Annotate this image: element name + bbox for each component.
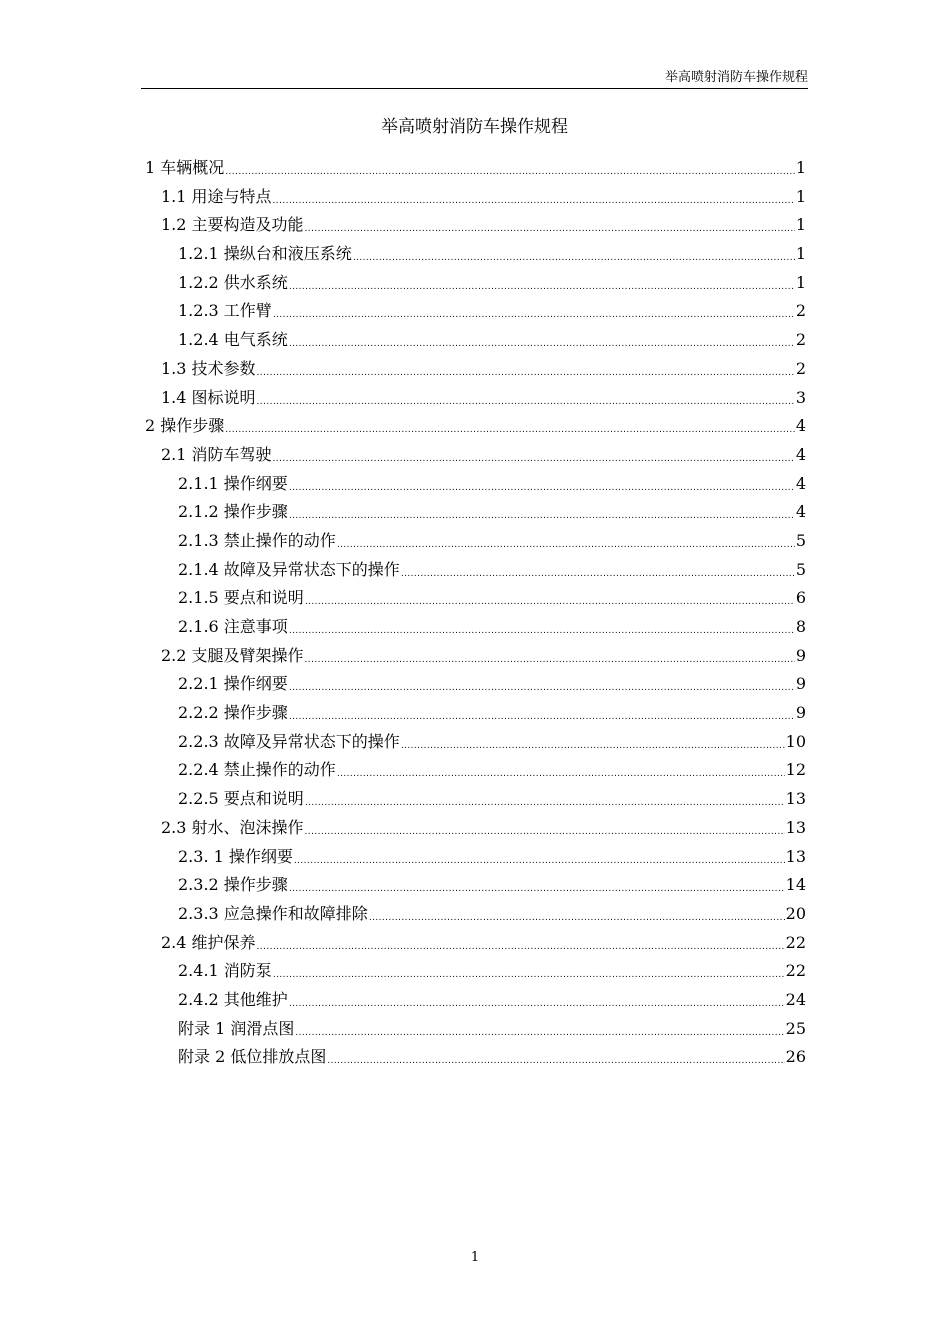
toc-entry-page: 6 xyxy=(795,588,806,608)
toc-entry-title: 2.2.4 禁止操作的动作 xyxy=(178,760,336,780)
toc-entry[interactable] xyxy=(141,989,806,1018)
toc-dot-leader xyxy=(369,904,785,926)
toc-entry-title: 附录 1 润滑点图 xyxy=(178,1018,295,1038)
toc-entry-title: 2.1.2 操作步骤 xyxy=(178,502,288,522)
toc-entry-title: 1.2.2 供水系统 xyxy=(178,272,288,292)
toc-dot-leader xyxy=(273,961,785,983)
toc-dot-leader xyxy=(289,330,795,352)
toc-entry-page: 10 xyxy=(785,731,806,751)
toc-dot-leader xyxy=(305,818,785,840)
toc-entry[interactable] xyxy=(141,673,806,702)
toc-dot-leader xyxy=(295,1019,784,1041)
toc-dot-leader xyxy=(273,301,795,323)
toc-entry-title: 2.4.1 消防泵 xyxy=(178,961,272,981)
toc-dot-leader xyxy=(289,617,795,639)
toc-entry-title: 1.1 用途与特点 xyxy=(161,186,272,206)
toc-entry-page: 1 xyxy=(795,215,806,235)
toc-entry[interactable] xyxy=(141,559,806,588)
toc-entry-title: 2.1.6 注意事项 xyxy=(178,617,288,636)
toc-entry[interactable] xyxy=(141,960,806,989)
header-title: 举高喷射消防车操作规程 xyxy=(664,70,808,85)
toc-dot-leader xyxy=(337,760,785,782)
toc-dot-leader xyxy=(273,187,795,209)
toc-entry-page: 9 xyxy=(795,645,806,665)
toc-dot-leader xyxy=(273,445,795,467)
toc-entry-title: 1.2.1 操纵台和液压系统 xyxy=(178,244,352,264)
page-number: 1 xyxy=(470,1250,480,1265)
toc-entry[interactable] xyxy=(141,874,806,903)
toc-entry-page: 3 xyxy=(795,387,806,407)
toc-entry[interactable] xyxy=(141,1046,806,1075)
toc-dot-leader xyxy=(289,703,795,725)
toc-entry-title: 附录 2 低位排放点图 xyxy=(178,1047,327,1067)
toc-dot-leader xyxy=(305,789,785,811)
toc-entry-title: 2.1.1 操作纲要 xyxy=(178,473,288,493)
toc-entry[interactable] xyxy=(141,415,806,444)
toc-dot-leader xyxy=(289,502,795,524)
toc-entry-title: 2.3.3 应急操作和故障排除 xyxy=(178,903,368,923)
toc-entry-title: 2.1.3 禁止操作的动作 xyxy=(178,530,336,550)
toc-entry-title: 1.4 图标说明 xyxy=(161,387,256,407)
toc-entry-title: 2.2.1 操作纲要 xyxy=(178,674,288,694)
toc-entry-page: 25 xyxy=(785,1018,806,1038)
toc-entry[interactable] xyxy=(141,272,806,301)
toc-entry-page: 4 xyxy=(795,416,806,436)
toc-entry[interactable] xyxy=(141,759,806,788)
toc-entry[interactable] xyxy=(141,530,806,559)
toc-entry-page: 9 xyxy=(795,703,806,723)
toc-dot-leader xyxy=(289,273,795,295)
toc-dot-leader xyxy=(225,416,795,438)
toc-dot-leader xyxy=(353,244,795,266)
page-header xyxy=(141,70,808,89)
toc-entry-page: 22 xyxy=(785,961,806,981)
toc-entry-title: 2.2.2 操作步骤 xyxy=(178,703,288,723)
toc-dot-leader xyxy=(257,388,795,410)
toc-entry-title: 2 操作步骤 xyxy=(145,416,225,436)
toc-entry[interactable] xyxy=(141,444,806,473)
toc-entry[interactable] xyxy=(141,329,806,358)
toc-entry[interactable] xyxy=(141,731,806,760)
toc-dot-leader xyxy=(289,990,785,1012)
toc-entry[interactable] xyxy=(141,817,806,846)
toc-dot-leader xyxy=(305,588,795,610)
toc-entry-title: 2.2.3 故障及异常状态下的操作 xyxy=(178,731,400,751)
toc-entry[interactable] xyxy=(141,645,806,674)
toc-entry-page: 9 xyxy=(795,674,806,694)
toc-entry-page: 20 xyxy=(785,903,806,923)
toc-dot-leader xyxy=(257,933,785,955)
toc-entry[interactable] xyxy=(141,214,806,243)
toc-entry-page: 1 xyxy=(795,272,806,292)
table-of-contents xyxy=(141,157,806,1075)
toc-entry-title: 2.1.4 故障及异常状态下的操作 xyxy=(178,559,400,579)
toc-entry-title: 2.3. 1 操作纲要 xyxy=(178,846,293,866)
toc-entry-title: 2.3.2 操作步骤 xyxy=(178,875,288,895)
toc-entry-title: 2.4.2 其他维护 xyxy=(178,989,288,1009)
toc-entry-page: 5 xyxy=(795,559,806,579)
toc-entry-title: 2.3 射水、泡沫操作 xyxy=(161,817,304,837)
toc-entry[interactable] xyxy=(141,846,806,875)
toc-entry[interactable] xyxy=(141,387,806,416)
toc-entry[interactable] xyxy=(141,932,806,961)
toc-entry-title: 2.4 维护保养 xyxy=(161,932,256,952)
toc-dot-leader xyxy=(289,875,785,897)
toc-dot-leader xyxy=(305,646,795,668)
toc-entry-title: 2.1.5 要点和说明 xyxy=(178,588,304,608)
toc-entry-page: 4 xyxy=(795,444,806,464)
document-title: 举高喷射消防车操作规程 xyxy=(381,117,568,137)
toc-entry-title: 1.2.4 电气系统 xyxy=(178,330,288,350)
toc-entry-page: 13 xyxy=(785,789,806,809)
toc-entry[interactable] xyxy=(141,1018,806,1047)
toc-entry[interactable] xyxy=(141,243,806,272)
toc-dot-leader xyxy=(305,215,795,237)
toc-entry-title: 2.2.5 要点和说明 xyxy=(178,789,304,809)
toc-entry-page: 13 xyxy=(785,817,806,837)
toc-entry-page: 26 xyxy=(785,1047,806,1067)
toc-dot-leader xyxy=(257,359,795,381)
toc-entry[interactable] xyxy=(141,587,806,616)
toc-entry[interactable] xyxy=(141,358,806,387)
toc-dot-leader xyxy=(289,674,795,696)
toc-entry-page: 1 xyxy=(795,186,806,206)
toc-dot-leader xyxy=(225,158,795,180)
toc-entry-page: 12 xyxy=(785,760,806,780)
toc-entry-title: 2.1 消防车驾驶 xyxy=(161,444,272,464)
toc-entry-title: 1.2 主要构造及功能 xyxy=(161,215,304,235)
toc-entry-page: 22 xyxy=(785,932,806,952)
toc-entry[interactable] xyxy=(141,501,806,530)
toc-entry-page: 5 xyxy=(795,530,806,550)
toc-entry-title: 1.3 技术参数 xyxy=(161,358,256,378)
toc-entry-title: 1.2.3 工作臂 xyxy=(178,301,272,321)
toc-entry[interactable] xyxy=(141,157,806,186)
toc-entry-page: 4 xyxy=(795,502,806,522)
toc-entry-page: 2 xyxy=(795,301,806,321)
toc-entry-page: 1 xyxy=(795,244,806,264)
toc-entry-page: 2 xyxy=(795,330,806,350)
toc-dot-leader xyxy=(294,847,785,869)
toc-entry[interactable] xyxy=(141,300,806,329)
toc-entry-page: 14 xyxy=(785,875,806,895)
toc-entry-page: 24 xyxy=(785,989,806,1009)
toc-dot-leader xyxy=(401,560,795,582)
toc-entry[interactable] xyxy=(141,788,806,817)
toc-entry-page: 4 xyxy=(795,473,806,493)
toc-entry[interactable] xyxy=(141,702,806,731)
toc-entry-page: 8 xyxy=(795,617,806,636)
toc-entry-page: 13 xyxy=(785,846,806,866)
toc-dot-leader xyxy=(289,474,795,496)
toc-entry-title: 2.2 支腿及臂架操作 xyxy=(161,645,304,665)
toc-dot-leader xyxy=(327,1047,784,1069)
toc-entry-page: 1 xyxy=(795,158,806,177)
toc-dot-leader xyxy=(337,531,795,553)
toc-entry-page: 2 xyxy=(795,358,806,378)
toc-entry[interactable] xyxy=(141,616,806,645)
toc-entry[interactable] xyxy=(141,903,806,932)
toc-dot-leader xyxy=(401,732,785,754)
toc-entry-title: 1 车辆概况 xyxy=(145,158,225,177)
toc-entry[interactable] xyxy=(141,473,806,502)
toc-entry[interactable] xyxy=(141,186,806,215)
